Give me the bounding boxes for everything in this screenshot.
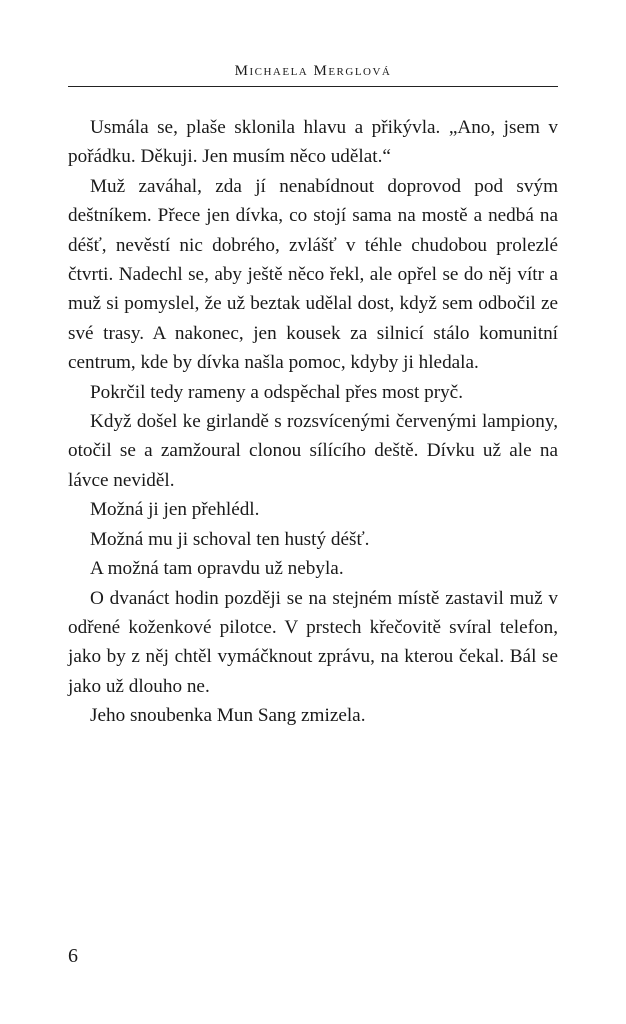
paragraph: Možná mu ji schoval ten hustý déšť. [90,528,370,550]
paragraph: Možná ji jen přehlédl. [90,499,260,521]
running-head-title: Michaela Merglová [234,63,392,79]
page-number: 6 [68,945,78,967]
running-head [68,60,558,87]
paragraph: A možná tam opravdu už nebyla. [90,558,344,580]
paragraph: Když došel ke girlandě s rozsvícenými červenými lampiony, otočil se a zamžoural clonou sílícího deště. Dívku už ale na lávce neviděl. [68,411,558,491]
paragraph: O dvanáct hodin později se na stejném místě zastavil muž v odřené koženkové pilotce. V prstech křečovitě svíral telefon, jako by z něj chtěl vymáčknout zprávu, na kterou čekal. Bál se jako už dlouho ne. [68,587,558,697]
body-text [68,113,558,731]
paragraph: Usmála se, plaše sklonila hlavu a přikývla. „Ano, jsem v pořádku. Děkuji. Jen musím něco udělat.“ [68,117,558,168]
paragraph: Pokrčil tedy rameny a odspěchal přes most pryč. [90,381,463,403]
paragraph: Muž zaváhal, zda jí nenabídnout doprovod pod svým deštníkem. Přece jen dívka, co stojí sama na mostě a nedbá na déšť, nevěstí nic dobrého, zvlášť v téhle chudobou prolezlé čtvrti. Nadechl se, aby ještě něco řekl, ale opřel se do něj vítr a muž si pomyslel, že už beztak udělal dost, když sem odbočil ze své trasy. A nakonec, jen kousek za silnicí stálo komunitní centrum, kde by dívka našla pomoc, kdyby ji hledala. [68,175,558,374]
paragraph: Jeho snoubenka Mun Sang zmizela. [90,705,366,727]
